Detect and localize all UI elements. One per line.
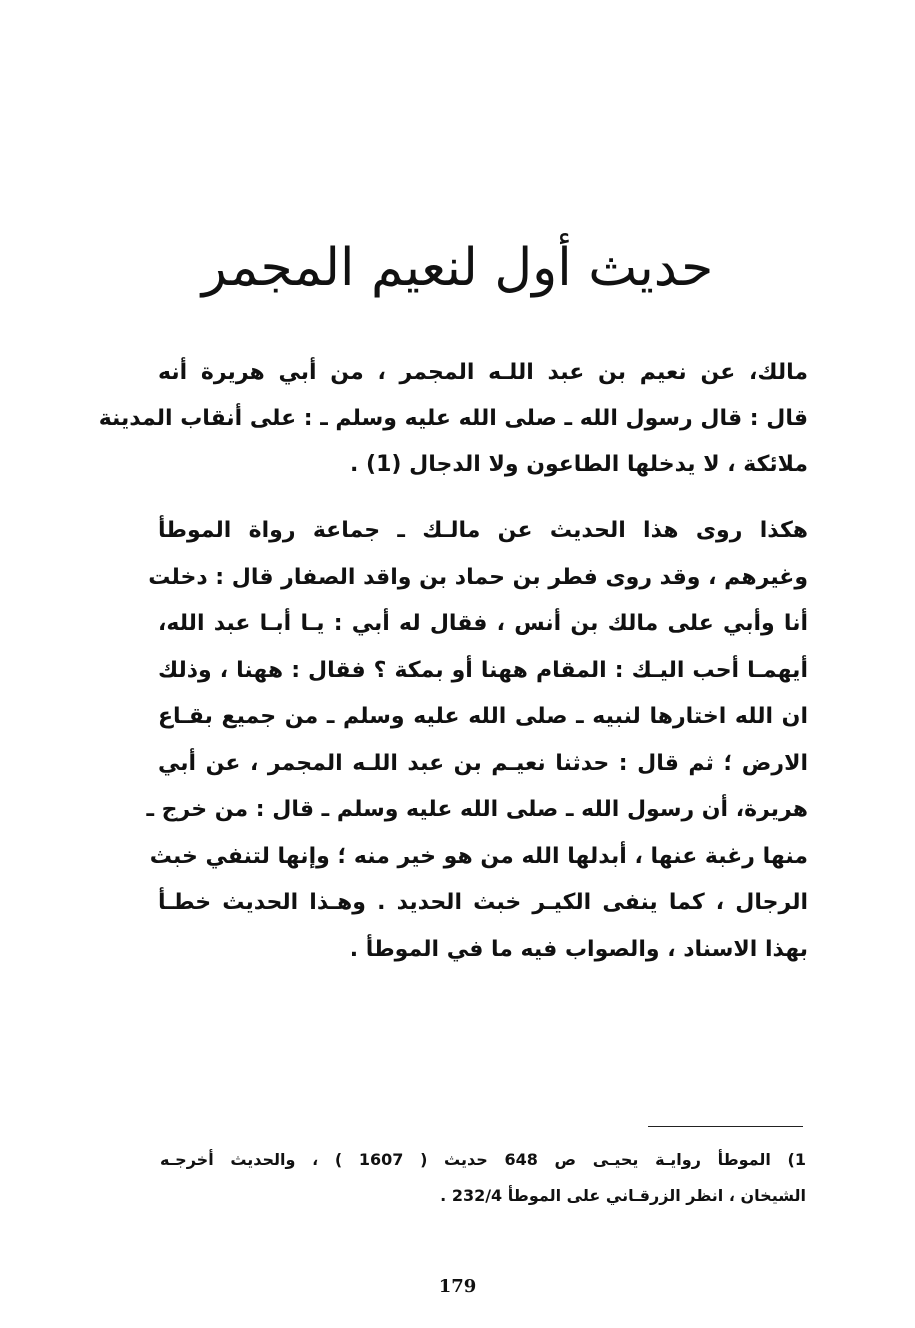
- text-line: ملائكة ، لا يدخلها الطاعون ولا الدجال (1) .: [350, 452, 808, 477]
- chapter-title: حديث أول لنعيم المجمر: [201, 238, 714, 298]
- text-line: أنا وأبي على مالك بن أنس ، فقال له أبي : يـا أبـا عبد الله،: [158, 611, 808, 636]
- text-line: هكذا روى هذا الحديث عن مالـك ـ جماعة رواة الموطأ: [158, 518, 808, 543]
- text-line: ان الله اختارها لنبيه ـ صلى الله عليه وسلم ـ من جميع بقـاع: [158, 704, 808, 729]
- text-line: مالك، عن نعيم بن عبد اللـه المجمر ، من أبي هريرة أنه: [158, 360, 808, 385]
- text-line: هريرة، أن رسول الله ـ صلى الله عليه وسلم ـ قال : من خرج ـ: [146, 797, 808, 822]
- text-line: وغيرهم ، وقد روى فطر بن حماد بن واقد الصفار قال : دخلت: [148, 564, 808, 590]
- text-line: منها رغبة عنها ، أبدلها الله من هو خير منه ؛ وإنها لتنفي خبث: [149, 843, 808, 869]
- text-line: قال : قال رسول الله ـ صلى الله عليه وسلم ـ : على أنقاب المدينة: [98, 406, 808, 431]
- footnote-line: الشيخان ، انظر الزرقـاني على الموطأ 232/4 .: [440, 1186, 806, 1205]
- paragraph-commentary: [146, 508, 808, 973]
- text-line: الارض ؛ ثم قال : حدثنا نعيـم بن عبد اللـه المجمر ، عن أبي: [158, 750, 808, 776]
- paragraph-hadith-text: [98, 350, 808, 488]
- footnote-line: 1) الموطأ روايـة يحيـى ص 648 حديث ( 1607 ) ، والحديث أخرجـه: [160, 1150, 807, 1169]
- text-line: الرجال ، كما ينفى الكيـر خبث الحديد . وهـذا الحديث خطـأ: [158, 890, 808, 915]
- footnote: [160, 1142, 806, 1214]
- text-line: أيهمـا أحب اليـك : المقام ههنا أو بمكة ؟ فقال : ههنا ، وذلك: [158, 657, 808, 683]
- text-line: بهذا الاسناد ، والصواب فيه ما في الموطأ .: [349, 936, 808, 962]
- footnote-divider: [648, 1126, 803, 1127]
- page-number: 179: [438, 1276, 477, 1297]
